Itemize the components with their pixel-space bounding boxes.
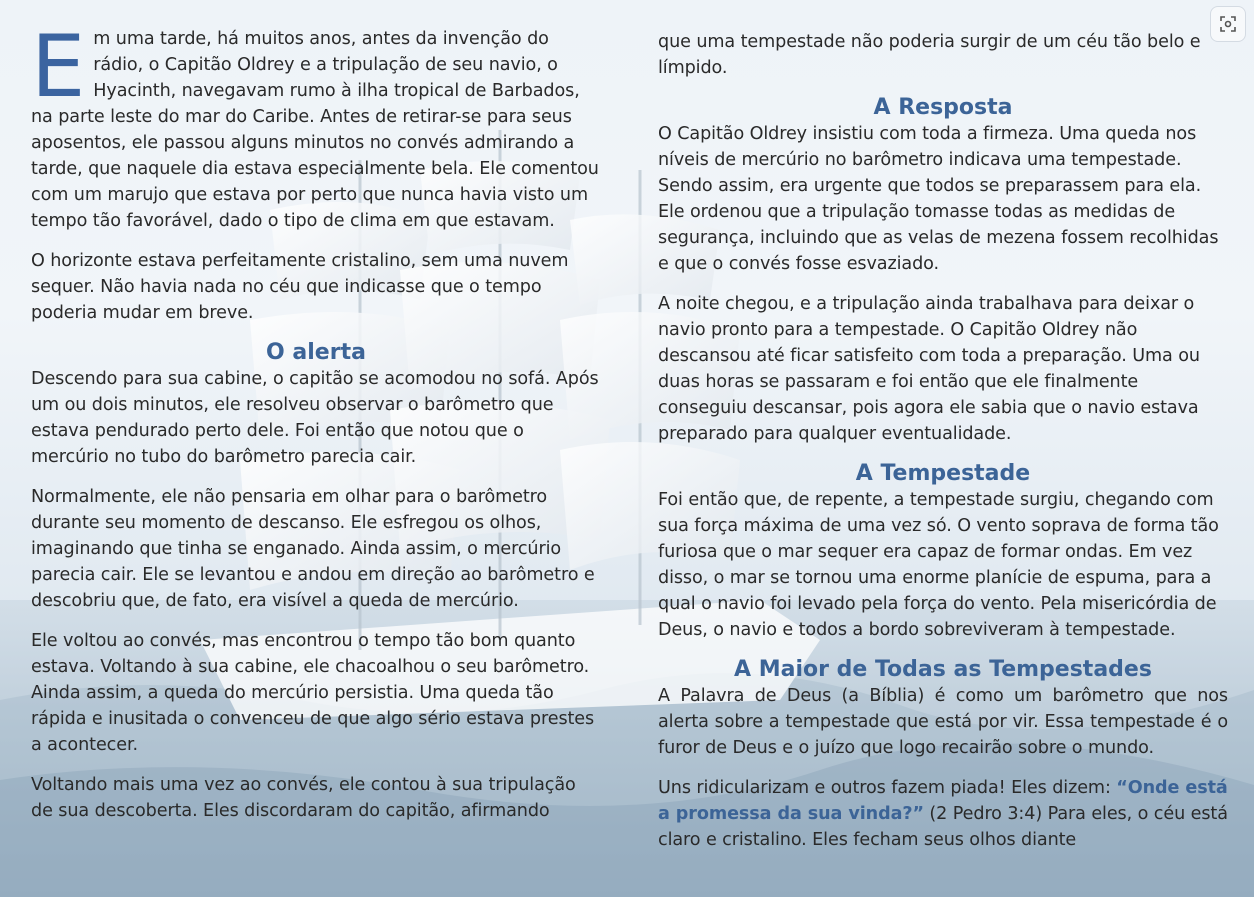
paragraph-palavra: A Palavra de Deus (a Bíblia) é como um barômetro que nos alerta sobre a tempestade que está por vir. Essa tempestade é o furor de Deus e o juízo que logo recairão sobre o mundo.: [658, 686, 1228, 758]
heading-a-tempestade: A Tempestade: [855, 461, 1031, 486]
heading-a-resposta: A Resposta: [873, 95, 1013, 120]
left-column: [31, 17, 601, 838]
paragraph-insistiu: O Capitão Oldrey insistiu com toda a firmeza. Uma queda nos níveis de mercúrio no barômetro indicava uma tempestade. Sendo assim, era urgente que todos se preparassem para ela. Ele ordenou que a tripulação tomasse todas as medidas de segurança, incluindo que as velas de mezena fossem recolhidas e que o convés fosse esvaziado.: [658, 124, 1219, 274]
paragraph-ridicularizam-pre: Uns ridicularizam e outros fazem piada! Eles dizem:: [658, 778, 1117, 798]
drop-cap: E: [31, 17, 86, 117]
bible-quote: “Onde está a promessa da sua vinda?”: [658, 778, 1228, 824]
heading-maior-tempestade: A Maior de Todas as Tempestades: [734, 657, 1152, 682]
paragraph-normalmente: Normalmente, ele não pensaria em olhar para o barômetro durante seu momento de descanso. Ele esfregou os olhos, imaginando que tinha se enganado. Ainda assim, o mercúrio parecia cair. Ele se levantou e andou em direção ao barômetro e descobriu que, de fato, era visível a queda de mercúrio.: [31, 487, 595, 611]
right-column: [658, 29, 1228, 867]
paragraph-intro-text: m uma tarde, há muitos anos, antes da invenção do rádio, o Capitão Oldrey e a tripulação de seu navio, o Hyacinth, navegavam rumo à ilha tropical de Barbados, na parte leste do mar do Caribe. Antes de retirar-se para seus aposentos, ele passou alguns minutos no convés admirando a tarde, que naquele dia estava especialmente bela. Ele comentou com um marujo que estava por perto que nunca havia visto um tempo tão favorável, dado o tipo de clima em que estavam.: [31, 29, 599, 231]
paragraph-continuation: que uma tempestade não poderia surgir de um céu tão belo e límpido.: [658, 32, 1201, 78]
paragraph-tempestade: Foi então que, de repente, a tempestade surgiu, chegando com sua força máxima de uma vez só. O vento soprava de forma tão furiosa que o mar sequer era capaz de formar ondas. Em vez disso, o mar se tornou uma enorme planície de espuma, para a qual o navio foi levado pela força do vento. Pela misericórdia de Deus, o navio e todos a bordo sobreviveram à tempestade.: [658, 490, 1219, 640]
scan-button[interactable]: [1210, 6, 1246, 42]
paragraph-intro: [31, 17, 601, 234]
paragraph-cabine: Descendo para sua cabine, o capitão se acomodou no sofá. Após um ou dois minutos, ele resolveu observar o barômetro que estava pendurado perto dele. Foi então que notou que o mercúrio no tubo do barômetro parecia cair.: [31, 369, 599, 467]
paragraph-voltando: Voltando mais uma vez ao convés, ele contou à sua tripulação de sua descoberta. Eles discordaram do capitão, afirmando: [31, 775, 576, 821]
paragraph-noite: A noite chegou, e a tripulação ainda trabalhava para deixar o navio pronto para a tempestade. O Capitão Oldrey não descansou até ficar satisfeito com toda a preparação. Uma ou duas horas se passaram e foi então que ele finalmente conseguiu descansar, pois agora ele sabia que o navio estava preparado para qualquer eventualidade.: [658, 294, 1200, 444]
scan-icon: [1219, 15, 1237, 33]
paragraph-ridicularizam-post: (2 Pedro 3:4) Para eles, o céu está claro e cristalino. Eles fecham seus olhos diante: [658, 804, 1228, 850]
paragraph-voltou: Ele voltou ao convés, mas encontrou o tempo tão bom quanto estava. Voltando à sua cabine, ele chacoalhou o seu barômetro. Ainda assim, a queda do mercúrio persistia. Uma queda tão rápida e inusitada o convenceu de que algo sério estava prestes a acontecer.: [31, 631, 595, 755]
paragraph-horizon: O horizonte estava perfeitamente cristalino, sem uma nuvem sequer. Não havia nada no céu que indicasse que o tempo poderia mudar em breve.: [31, 251, 569, 323]
paragraph-ridicularizam: [658, 775, 1228, 853]
heading-o-alerta: O alerta: [266, 340, 366, 365]
